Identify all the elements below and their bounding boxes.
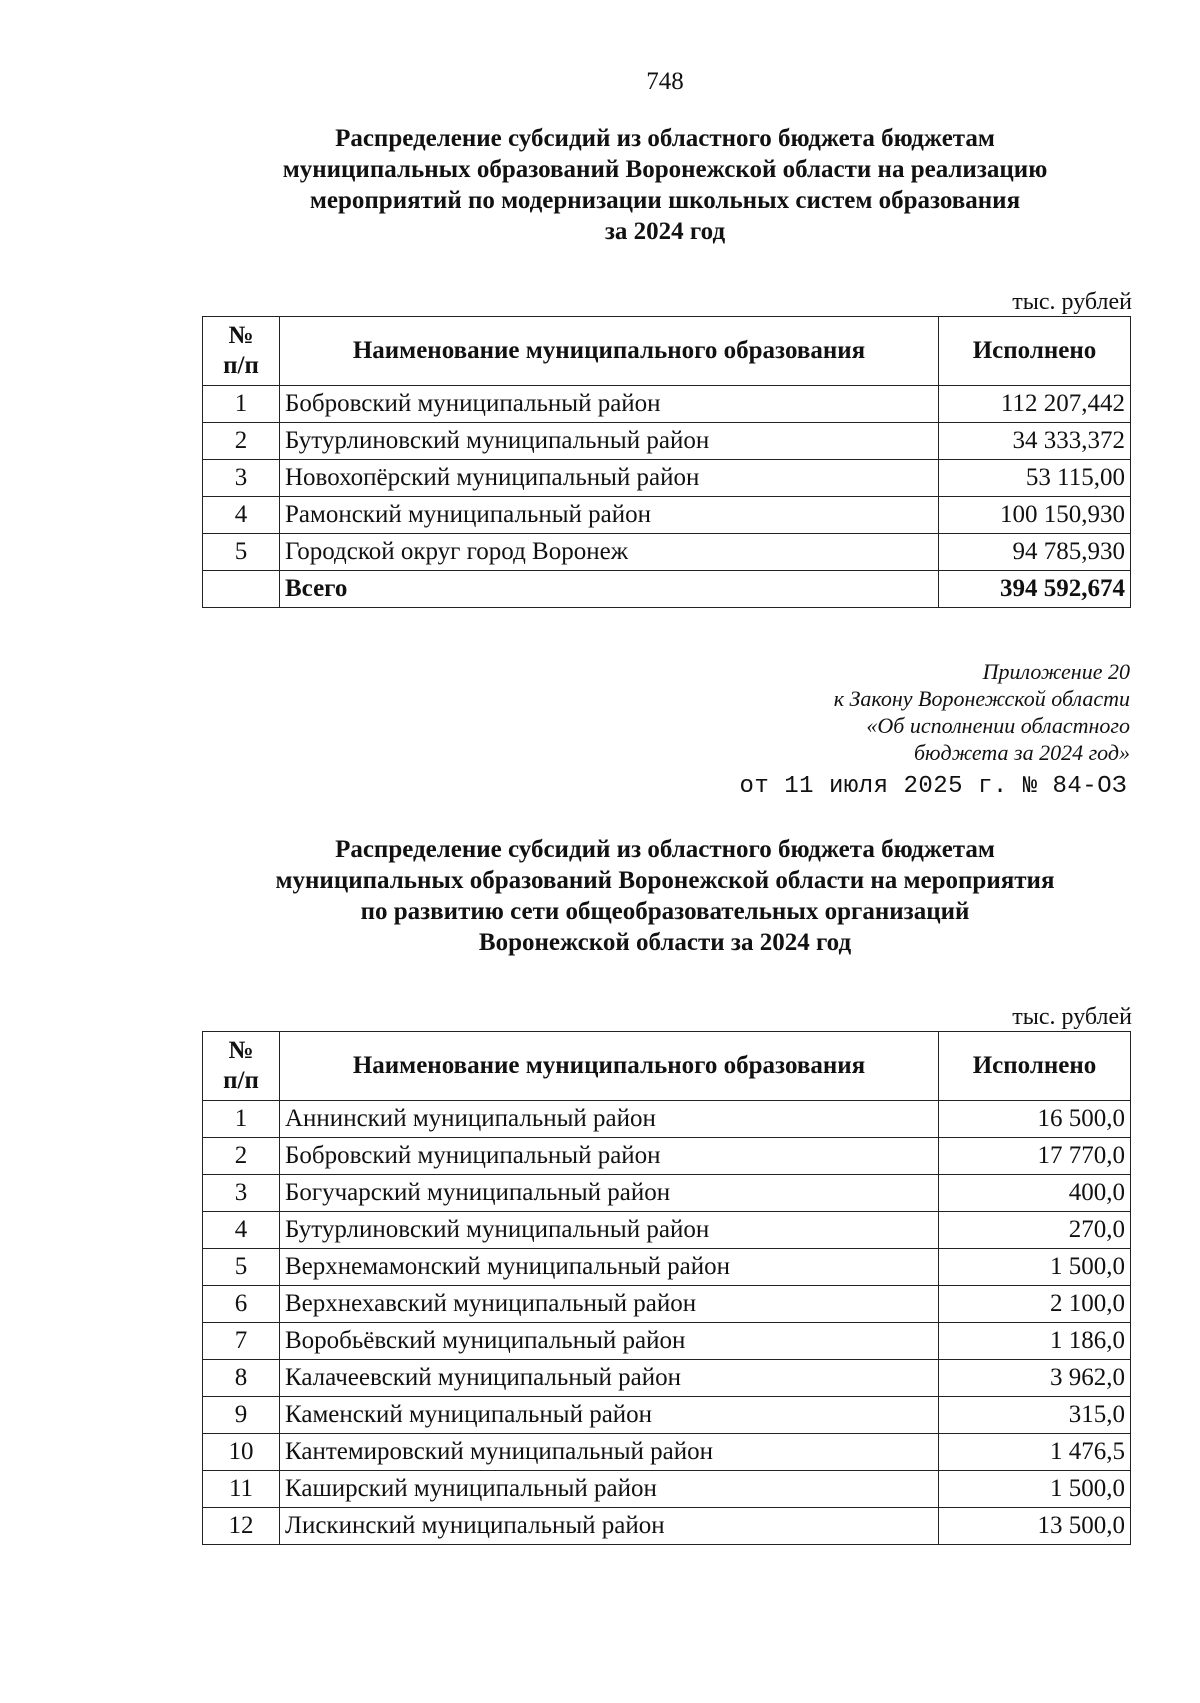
section1-title-line: Распределение субсидий из областного бюджета бюджетам bbox=[335, 125, 995, 152]
table-row bbox=[203, 1175, 1131, 1212]
row-amount: 16 500,0 bbox=[939, 1101, 1131, 1138]
section1-units: тыс. рублей bbox=[1012, 289, 1132, 315]
appendix-line: Приложение 20 bbox=[982, 659, 1130, 684]
total-number-cell bbox=[203, 571, 280, 608]
row-municipality: Калачеевский муниципальный район bbox=[280, 1360, 939, 1397]
row-municipality: Воробьёвский муниципальный район bbox=[280, 1323, 939, 1360]
row-number: 12 bbox=[203, 1508, 280, 1545]
row-municipality: Бобровский муниципальный район bbox=[280, 386, 939, 423]
row-number: 2 bbox=[203, 423, 280, 460]
header-name: Наименование муниципального образования bbox=[280, 1032, 939, 1101]
table-row bbox=[203, 1138, 1131, 1175]
table-row bbox=[203, 1397, 1131, 1434]
header-value: Исполнено bbox=[939, 317, 1131, 386]
row-number: 1 bbox=[203, 1101, 280, 1138]
row-municipality: Верхнемамонский муниципальный район bbox=[280, 1249, 939, 1286]
row-municipality: Каширский муниципальный район bbox=[280, 1471, 939, 1508]
row-number: 4 bbox=[203, 1212, 280, 1249]
row-municipality: Кантемировский муниципальный район bbox=[280, 1434, 939, 1471]
header-num bbox=[203, 317, 280, 386]
row-number: 5 bbox=[203, 534, 280, 571]
table-row bbox=[203, 1323, 1131, 1360]
table-header-row bbox=[203, 317, 1131, 386]
header-value: Исполнено bbox=[939, 1032, 1131, 1101]
row-municipality: Каменский муниципальный район bbox=[280, 1397, 939, 1434]
section2-title-line: по развитию сети общеобразовательных организаций bbox=[360, 898, 970, 925]
row-municipality: Богучарский муниципальный район bbox=[280, 1175, 939, 1212]
row-municipality: Верхнехавский муниципальный район bbox=[280, 1286, 939, 1323]
row-number: 5 bbox=[203, 1249, 280, 1286]
row-amount: 1 500,0 bbox=[939, 1249, 1131, 1286]
row-amount: 53 115,00 bbox=[939, 460, 1131, 497]
table-row bbox=[203, 423, 1131, 460]
section2-title-line: муниципальных образований Воронежской области на мероприятия bbox=[275, 867, 1055, 894]
total-row bbox=[203, 571, 1131, 608]
row-amount: 1 500,0 bbox=[939, 1471, 1131, 1508]
section2-title-line: Распределение субсидий из областного бюджета бюджетам bbox=[335, 836, 995, 863]
table-header-row bbox=[203, 1032, 1131, 1101]
row-amount: 3 962,0 bbox=[939, 1360, 1131, 1397]
row-number: 11 bbox=[203, 1471, 280, 1508]
row-municipality: Бутурлиновский муниципальный район bbox=[280, 1212, 939, 1249]
section2-units: тыс. рублей bbox=[1012, 1004, 1132, 1030]
table-row bbox=[203, 1508, 1131, 1545]
header-name: Наименование муниципального образования bbox=[280, 317, 939, 386]
row-amount: 13 500,0 bbox=[939, 1508, 1131, 1545]
total-amount: 394 592,674 bbox=[939, 571, 1131, 608]
section2-title bbox=[200, 834, 1130, 958]
row-municipality: Лискинский муниципальный район bbox=[280, 1508, 939, 1545]
header-num-line: № bbox=[228, 1037, 254, 1064]
header-num bbox=[203, 1032, 280, 1101]
table-row bbox=[203, 1101, 1131, 1138]
table-row bbox=[203, 460, 1131, 497]
page-number: 748 bbox=[646, 68, 684, 95]
appendix-line: «Об исполнении областного bbox=[866, 713, 1130, 738]
row-amount: 1 476,5 bbox=[939, 1434, 1131, 1471]
row-municipality: Рамонский муниципальный район bbox=[280, 497, 939, 534]
table-row bbox=[203, 1471, 1131, 1508]
table-row bbox=[203, 1212, 1131, 1249]
table-row bbox=[203, 1286, 1131, 1323]
section2-table bbox=[202, 1031, 1131, 1545]
row-number: 9 bbox=[203, 1397, 280, 1434]
law-reference: от 11 июля 2025 г. № 84-ОЗ bbox=[739, 773, 1127, 800]
row-amount: 2 100,0 bbox=[939, 1286, 1131, 1323]
row-amount: 1 186,0 bbox=[939, 1323, 1131, 1360]
table-row bbox=[203, 1249, 1131, 1286]
row-amount: 100 150,930 bbox=[939, 497, 1131, 534]
section1-table bbox=[202, 316, 1131, 608]
header-num-line: п/п bbox=[223, 352, 259, 379]
row-amount: 94 785,930 bbox=[939, 534, 1131, 571]
row-number: 3 bbox=[203, 460, 280, 497]
row-number: 6 bbox=[203, 1286, 280, 1323]
row-amount: 315,0 bbox=[939, 1397, 1131, 1434]
table-row bbox=[203, 497, 1131, 534]
table-row bbox=[203, 1434, 1131, 1471]
row-number: 10 bbox=[203, 1434, 280, 1471]
table-row bbox=[203, 1360, 1131, 1397]
section1-title-line: мероприятий по модернизации школьных систем образования bbox=[309, 187, 1021, 214]
row-number: 7 bbox=[203, 1323, 280, 1360]
row-number: 4 bbox=[203, 497, 280, 534]
appendix-block bbox=[700, 658, 1130, 766]
header-num-line: № bbox=[228, 322, 254, 349]
table-row bbox=[203, 386, 1131, 423]
row-amount: 17 770,0 bbox=[939, 1138, 1131, 1175]
row-municipality: Новохопёрский муниципальный район bbox=[280, 460, 939, 497]
section1-title-line: за 2024 год bbox=[604, 218, 726, 245]
row-municipality: Аннинский муниципальный район bbox=[280, 1101, 939, 1138]
row-municipality: Бобровский муниципальный район bbox=[280, 1138, 939, 1175]
row-number: 2 bbox=[203, 1138, 280, 1175]
row-municipality: Бутурлиновский муниципальный район bbox=[280, 423, 939, 460]
section2-title-line: Воронежской области за 2024 год bbox=[478, 929, 852, 956]
appendix-line: к Закону Воронежской области bbox=[833, 686, 1130, 711]
row-number: 8 bbox=[203, 1360, 280, 1397]
total-label: Всего bbox=[280, 571, 939, 608]
row-municipality: Городской округ город Воронеж bbox=[280, 534, 939, 571]
row-amount: 270,0 bbox=[939, 1212, 1131, 1249]
header-num-line: п/п bbox=[223, 1067, 259, 1094]
row-amount: 112 207,442 bbox=[939, 386, 1131, 423]
row-amount: 400,0 bbox=[939, 1175, 1131, 1212]
section1-title bbox=[200, 123, 1130, 247]
table-row bbox=[203, 534, 1131, 571]
row-number: 3 bbox=[203, 1175, 280, 1212]
section1-title-line: муниципальных образований Воронежской области на реализацию bbox=[282, 156, 1048, 183]
row-number: 1 bbox=[203, 386, 280, 423]
appendix-line: бюджета за 2024 год» bbox=[913, 740, 1130, 765]
row-amount: 34 333,372 bbox=[939, 423, 1131, 460]
